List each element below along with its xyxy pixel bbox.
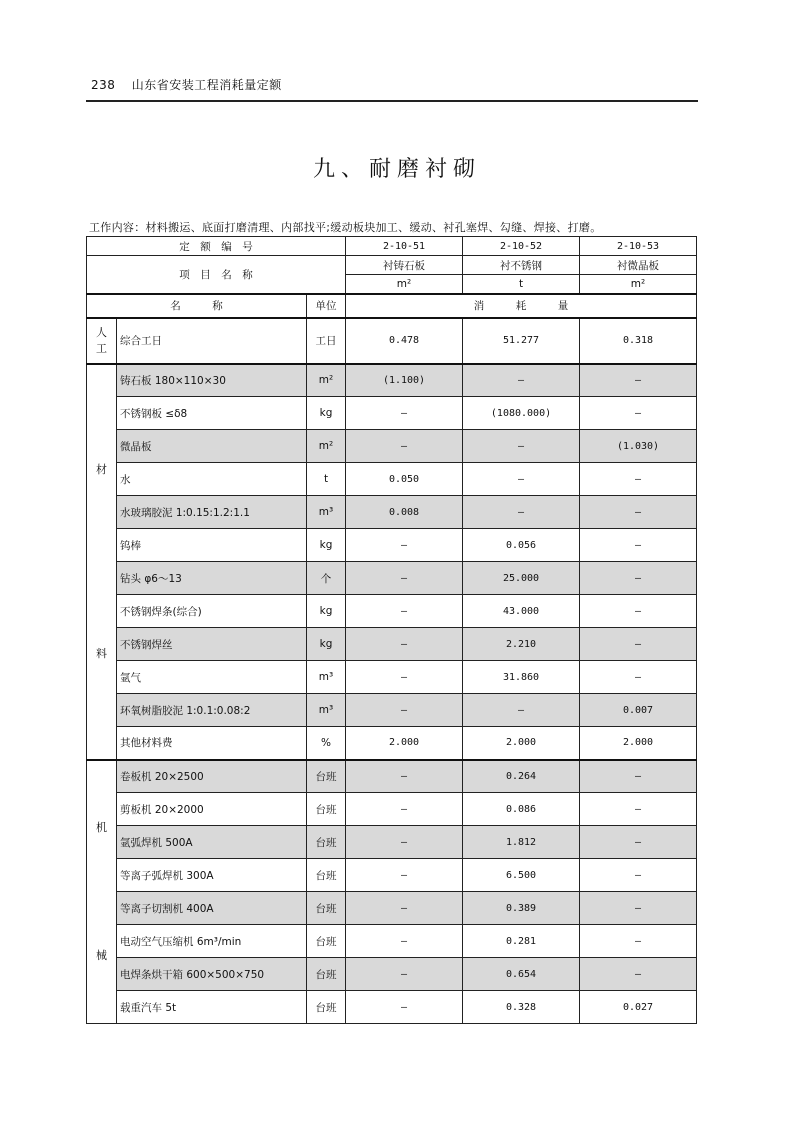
consumption-value: (1080.000)	[463, 397, 580, 430]
resource-unit: 台班	[307, 958, 346, 991]
consumption-value: 0.007	[580, 694, 697, 727]
book-title: 山东省安装工程消耗量定额	[131, 78, 282, 92]
consumption-value: —	[346, 859, 463, 892]
consumption-value: 0.654	[463, 958, 580, 991]
resource-name: 电动空气压缩机 6m³/min	[117, 925, 307, 958]
consumption-value: 2.210	[463, 628, 580, 661]
table-row	[87, 925, 697, 958]
resource-unit: m³	[307, 694, 346, 727]
resource-unit: kg	[307, 595, 346, 628]
resource-unit: kg	[307, 397, 346, 430]
resource-name: 等离子弧焊机 300A	[117, 859, 307, 892]
consumption-value: —	[580, 793, 697, 826]
consumption-value: —	[463, 694, 580, 727]
resource-unit: %	[307, 727, 346, 760]
resource-name: 电焊条烘干箱 600×500×750	[117, 958, 307, 991]
table-row	[87, 991, 697, 1024]
consumption-value: —	[346, 661, 463, 694]
consumption-value: —	[346, 826, 463, 859]
consumption-value: (1.100)	[346, 364, 463, 397]
table-row	[87, 562, 697, 595]
table-row	[87, 694, 697, 727]
resource-unit: m³	[307, 496, 346, 529]
category-material	[87, 364, 117, 760]
consumption-value: 0.281	[463, 925, 580, 958]
resource-unit: m³	[307, 661, 346, 694]
resource-name: 钨棒	[117, 529, 307, 562]
item-name: 衬微晶板	[580, 256, 697, 275]
consumption-value: —	[463, 463, 580, 496]
consumption-value: 0.050	[346, 463, 463, 496]
category-char: 料	[96, 646, 107, 660]
resource-unit: 台班	[307, 925, 346, 958]
consumption-value: 0.264	[463, 760, 580, 793]
consumption-value: —	[580, 760, 697, 793]
category-char: 工	[96, 341, 107, 355]
consumption-value: 2.000	[463, 727, 580, 760]
resource-unit: 台班	[307, 793, 346, 826]
category-char: 人	[96, 325, 107, 339]
item-name: 衬不锈钢	[463, 256, 580, 275]
section-title: 九、耐磨衬砌	[312, 157, 481, 182]
item-name: 衬铸石板	[346, 256, 463, 275]
resource-unit: kg	[307, 529, 346, 562]
resource-name: 其他材料费	[117, 727, 307, 760]
resource-name: 不锈钢焊丝	[117, 628, 307, 661]
consumption-label: 消 耗 量	[346, 294, 697, 318]
resource-name: 剪板机 20×2000	[117, 793, 307, 826]
consumption-value: —	[346, 760, 463, 793]
table-row	[87, 793, 697, 826]
consumption-value: —	[346, 595, 463, 628]
consumption-value: 1.812	[463, 826, 580, 859]
consumption-value: 2.000	[346, 727, 463, 760]
consumption-value: —	[580, 463, 697, 496]
consumption-value: 0.086	[463, 793, 580, 826]
consumption-value: 0.328	[463, 991, 580, 1024]
consumption-value: —	[580, 859, 697, 892]
category-char: 械	[96, 948, 107, 962]
consumption-value: 2.000	[580, 727, 697, 760]
consumption-value: —	[580, 925, 697, 958]
table-row	[87, 318, 697, 364]
table-row	[87, 430, 697, 463]
consumption-value: —	[346, 694, 463, 727]
consumption-value: 0.008	[346, 496, 463, 529]
quota-code: 2-10-52	[463, 237, 580, 256]
table-row	[87, 463, 697, 496]
consumption-value: —	[580, 562, 697, 595]
category-labor	[87, 318, 117, 364]
resource-unit: 工日	[307, 318, 346, 364]
quota-code: 2-10-51	[346, 237, 463, 256]
resource-name: 铸石板 180×110×30	[117, 364, 307, 397]
consumption-value: —	[346, 925, 463, 958]
item-unit: m²	[346, 275, 463, 294]
consumption-value: —	[580, 364, 697, 397]
consumption-value: —	[580, 958, 697, 991]
table-row	[87, 529, 697, 562]
consumption-value: —	[580, 826, 697, 859]
consumption-value: —	[346, 562, 463, 595]
table-row	[87, 496, 697, 529]
resource-unit: 个	[307, 562, 346, 595]
consumption-value: —	[580, 397, 697, 430]
quota-no-label: 定 额 编 号	[87, 237, 346, 256]
consumption-value: —	[346, 628, 463, 661]
item-unit: t	[463, 275, 580, 294]
consumption-value: —	[346, 991, 463, 1024]
resource-unit: t	[307, 463, 346, 496]
table-row	[87, 826, 697, 859]
consumption-value: —	[346, 793, 463, 826]
resource-name: 钻头 φ6～13	[117, 562, 307, 595]
resource-name: 等离子切割机 400A	[117, 892, 307, 925]
quota-table	[86, 236, 697, 1024]
consumption-value: (1.030)	[580, 430, 697, 463]
resource-name: 水玻璃胶泥 1:0.15:1.2:1.1	[117, 496, 307, 529]
consumption-value: 25.000	[463, 562, 580, 595]
resource-unit: m²	[307, 364, 346, 397]
resource-unit: 台班	[307, 760, 346, 793]
consumption-value: 43.000	[463, 595, 580, 628]
consumption-value: —	[463, 496, 580, 529]
table-row	[87, 661, 697, 694]
header-rule	[86, 100, 698, 102]
consumption-value: —	[580, 628, 697, 661]
consumption-value: —	[580, 496, 697, 529]
consumption-value: 6.500	[463, 859, 580, 892]
resource-unit: m²	[307, 430, 346, 463]
table-row	[87, 859, 697, 892]
consumption-value: —	[463, 364, 580, 397]
resource-name: 不锈钢焊条(综合)	[117, 595, 307, 628]
table-row	[87, 760, 697, 793]
consumption-value: —	[580, 892, 697, 925]
resource-name: 环氧树脂胶泥 1:0.1:0.08:2	[117, 694, 307, 727]
item-unit: m²	[580, 275, 697, 294]
consumption-value: 31.860	[463, 661, 580, 694]
quota-code: 2-10-53	[580, 237, 697, 256]
resource-name: 载重汽车 5t	[117, 991, 307, 1024]
consumption-value: 0.318	[580, 318, 697, 364]
resource-name: 综合工日	[117, 318, 307, 364]
col-name-label: 名 称	[87, 294, 307, 318]
page-header	[91, 76, 294, 93]
table-row	[87, 892, 697, 925]
category-char: 机	[96, 820, 107, 834]
table-row	[87, 958, 697, 991]
resource-unit: 台班	[307, 859, 346, 892]
resource-name: 水	[117, 463, 307, 496]
consumption-value: —	[346, 397, 463, 430]
table-row	[87, 595, 697, 628]
table-row	[87, 397, 697, 430]
table-row	[87, 364, 697, 397]
consumption-value: —	[580, 529, 697, 562]
consumption-value: —	[346, 430, 463, 463]
resource-unit: 台班	[307, 991, 346, 1024]
page-number: 238	[91, 78, 116, 92]
category-machine	[87, 760, 117, 1024]
consumption-value: 0.478	[346, 318, 463, 364]
consumption-value: —	[580, 661, 697, 694]
item-name-label: 项 目 名 称	[87, 256, 346, 294]
category-char: 材	[96, 462, 107, 476]
consumption-value: —	[346, 958, 463, 991]
consumption-value: 0.056	[463, 529, 580, 562]
consumption-value: —	[580, 595, 697, 628]
resource-name: 卷板机 20×2500	[117, 760, 307, 793]
resource-name: 不锈钢板 ≤δ8	[117, 397, 307, 430]
resource-unit: kg	[307, 628, 346, 661]
col-unit-label: 单位	[307, 294, 346, 318]
consumption-value: —	[346, 892, 463, 925]
resource-unit: 台班	[307, 892, 346, 925]
consumption-value: —	[463, 430, 580, 463]
resource-name: 微晶板	[117, 430, 307, 463]
resource-name: 氩弧焊机 500A	[117, 826, 307, 859]
consumption-value: —	[346, 529, 463, 562]
resource-unit: 台班	[307, 826, 346, 859]
resource-name: 氩气	[117, 661, 307, 694]
consumption-value: 0.389	[463, 892, 580, 925]
table-row	[87, 727, 697, 760]
consumption-value: 0.027	[580, 991, 697, 1024]
work-content: 工作内容：材料搬运、底面打磨清理、内部找平;缓动板块加工、缓动、衬孔塞焊、勾缝、焊接、打磨。	[89, 221, 602, 234]
table-row	[87, 628, 697, 661]
consumption-value: 51.277	[463, 318, 580, 364]
